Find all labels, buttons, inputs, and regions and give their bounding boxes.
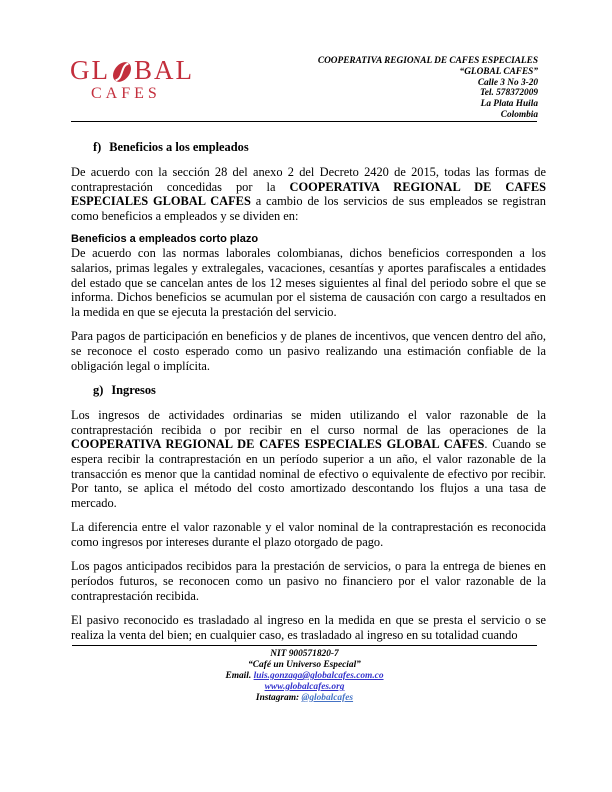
company-info-line: COOPERATIVA REGIONAL DE CAFES ESPECIALES xyxy=(317,56,538,66)
company-info-line: Colombia xyxy=(500,109,538,120)
section-title: Ingresos xyxy=(111,383,156,398)
section-label: g) xyxy=(93,383,104,398)
paragraph-benefits-intro xyxy=(71,165,546,223)
text-run: Los ingresos de actividades ordinarias se miden utilizando el valor razonable de la contraprestación recibida o por recibir en el curso normal de las operaciones de la xyxy=(71,408,546,437)
text-run: De acuerdo con la sección 28 del anexo 2 del Decreto 2420 de 2015, todas las formas de contraprestación concedidas por la xyxy=(71,165,546,194)
footer-website-line xyxy=(72,682,537,693)
section-title: Beneficios a los empleados xyxy=(109,140,249,154)
logo-wordmark xyxy=(70,54,194,87)
company-name-bold: COOPERATIVA REGIONAL DE CAFES ESPECIALES GLOBAL CAFES xyxy=(71,437,485,452)
company-info-line: “GLOBAL CAFES” xyxy=(459,66,538,77)
document-body xyxy=(71,140,546,642)
company-name-bold: COOPERATIVA REGIONAL DE CAFES ESPECIALES GLOBAL CAFES xyxy=(71,179,546,209)
footer-instagram-line xyxy=(72,693,537,704)
company-address-block xyxy=(318,54,538,121)
paragraph-incentive-plans: Para pagos de participación en beneficios y de planes de incentivos, que vencen dentro del año, se reconoce el costo esperado como un pasivo realizando una estimación confiable de la obligación legal o implícita. xyxy=(71,329,546,373)
logo-text-left: GL xyxy=(70,55,110,85)
footer-divider xyxy=(72,645,537,646)
instagram-label: Instagram: xyxy=(255,693,300,703)
logo-text-right: BAL xyxy=(134,55,194,85)
paragraph-income-measurement xyxy=(71,408,546,510)
section-label: f) xyxy=(93,140,102,154)
section-heading-g xyxy=(71,383,546,398)
email-label: Email. xyxy=(225,671,252,681)
footer-slogan: “Café un Universo Especial” xyxy=(248,660,361,670)
text-run: a cambio de los servicios de sus empleados se registran como beneficios a empleados y se dividen en: xyxy=(71,194,546,223)
footer-nit: NIT 900571820-7 xyxy=(270,649,339,659)
company-info-line: Tel. 578372009 xyxy=(479,88,538,99)
subsection-heading-short-term: Beneficios a empleados corto plazo xyxy=(71,233,259,246)
section-heading-f xyxy=(71,140,546,155)
paragraph-fair-value-difference: La diferencia entre el valor razonable y el valor nominal de la contraprestación es reconocida como ingresos por intereses durante el plazo otorgado de pago. xyxy=(71,520,546,549)
email-link[interactable]: luis.gonzaga@globalcafes.com.co xyxy=(253,671,384,681)
text-run: . Cuando se espera recibir la contraprestación en un período superior a un año, el valor razonable de la transacción es menor que la cantidad nominal de efectivo o equivalente de efectivo por recibir. Por tanto, se aplica el método del costo amortizado descontando los flujos a una tasa de mercado. xyxy=(71,437,546,510)
global-cafes-logo xyxy=(70,54,194,102)
paragraph-short-term-benefits: De acuerdo con las normas laborales colombianas, dichos beneficios corresponden a los salarios, primas legales y extralegales, vacaciones, cesantías y aportes parafiscales a entidades del estado que se cancelan antes de los 12 meses siguientes al final del periodo sobre el que se informa. Dichos beneficios se acumulan por el sistema de causación con cargo a resultados en la medida en que se ejecuta la prestación del servicio. xyxy=(71,246,546,319)
instagram-link[interactable]: @globalcafes xyxy=(301,693,354,703)
website-link[interactable]: www.globalcafes.org xyxy=(264,682,345,692)
footer-email-line xyxy=(72,671,537,682)
paragraph-advance-payments: Los pagos anticipados recibidos para la prestación de servicios, o para la entrega de bienes en períodos futuros, se reconocen como un pasivo no financiero por el valor razonable de la contraprestación recibida. xyxy=(71,559,546,603)
company-info-line: La Plata Huila xyxy=(480,99,538,110)
page-header xyxy=(70,54,538,121)
logo-subtext: CAFES xyxy=(91,85,161,102)
coffee-bean-icon xyxy=(111,58,133,91)
page-footer xyxy=(72,645,537,704)
paragraph-liability-transfer: El pasivo reconocido es trasladado al ingreso en la medida en que se presta el servicio o se realiza la venta del bien; en cualquier caso, es trasladado al ingreso en su totalidad cuando xyxy=(71,613,546,642)
header-divider xyxy=(71,121,537,122)
company-info-line: Calle 3 No 3-20 xyxy=(477,77,538,88)
